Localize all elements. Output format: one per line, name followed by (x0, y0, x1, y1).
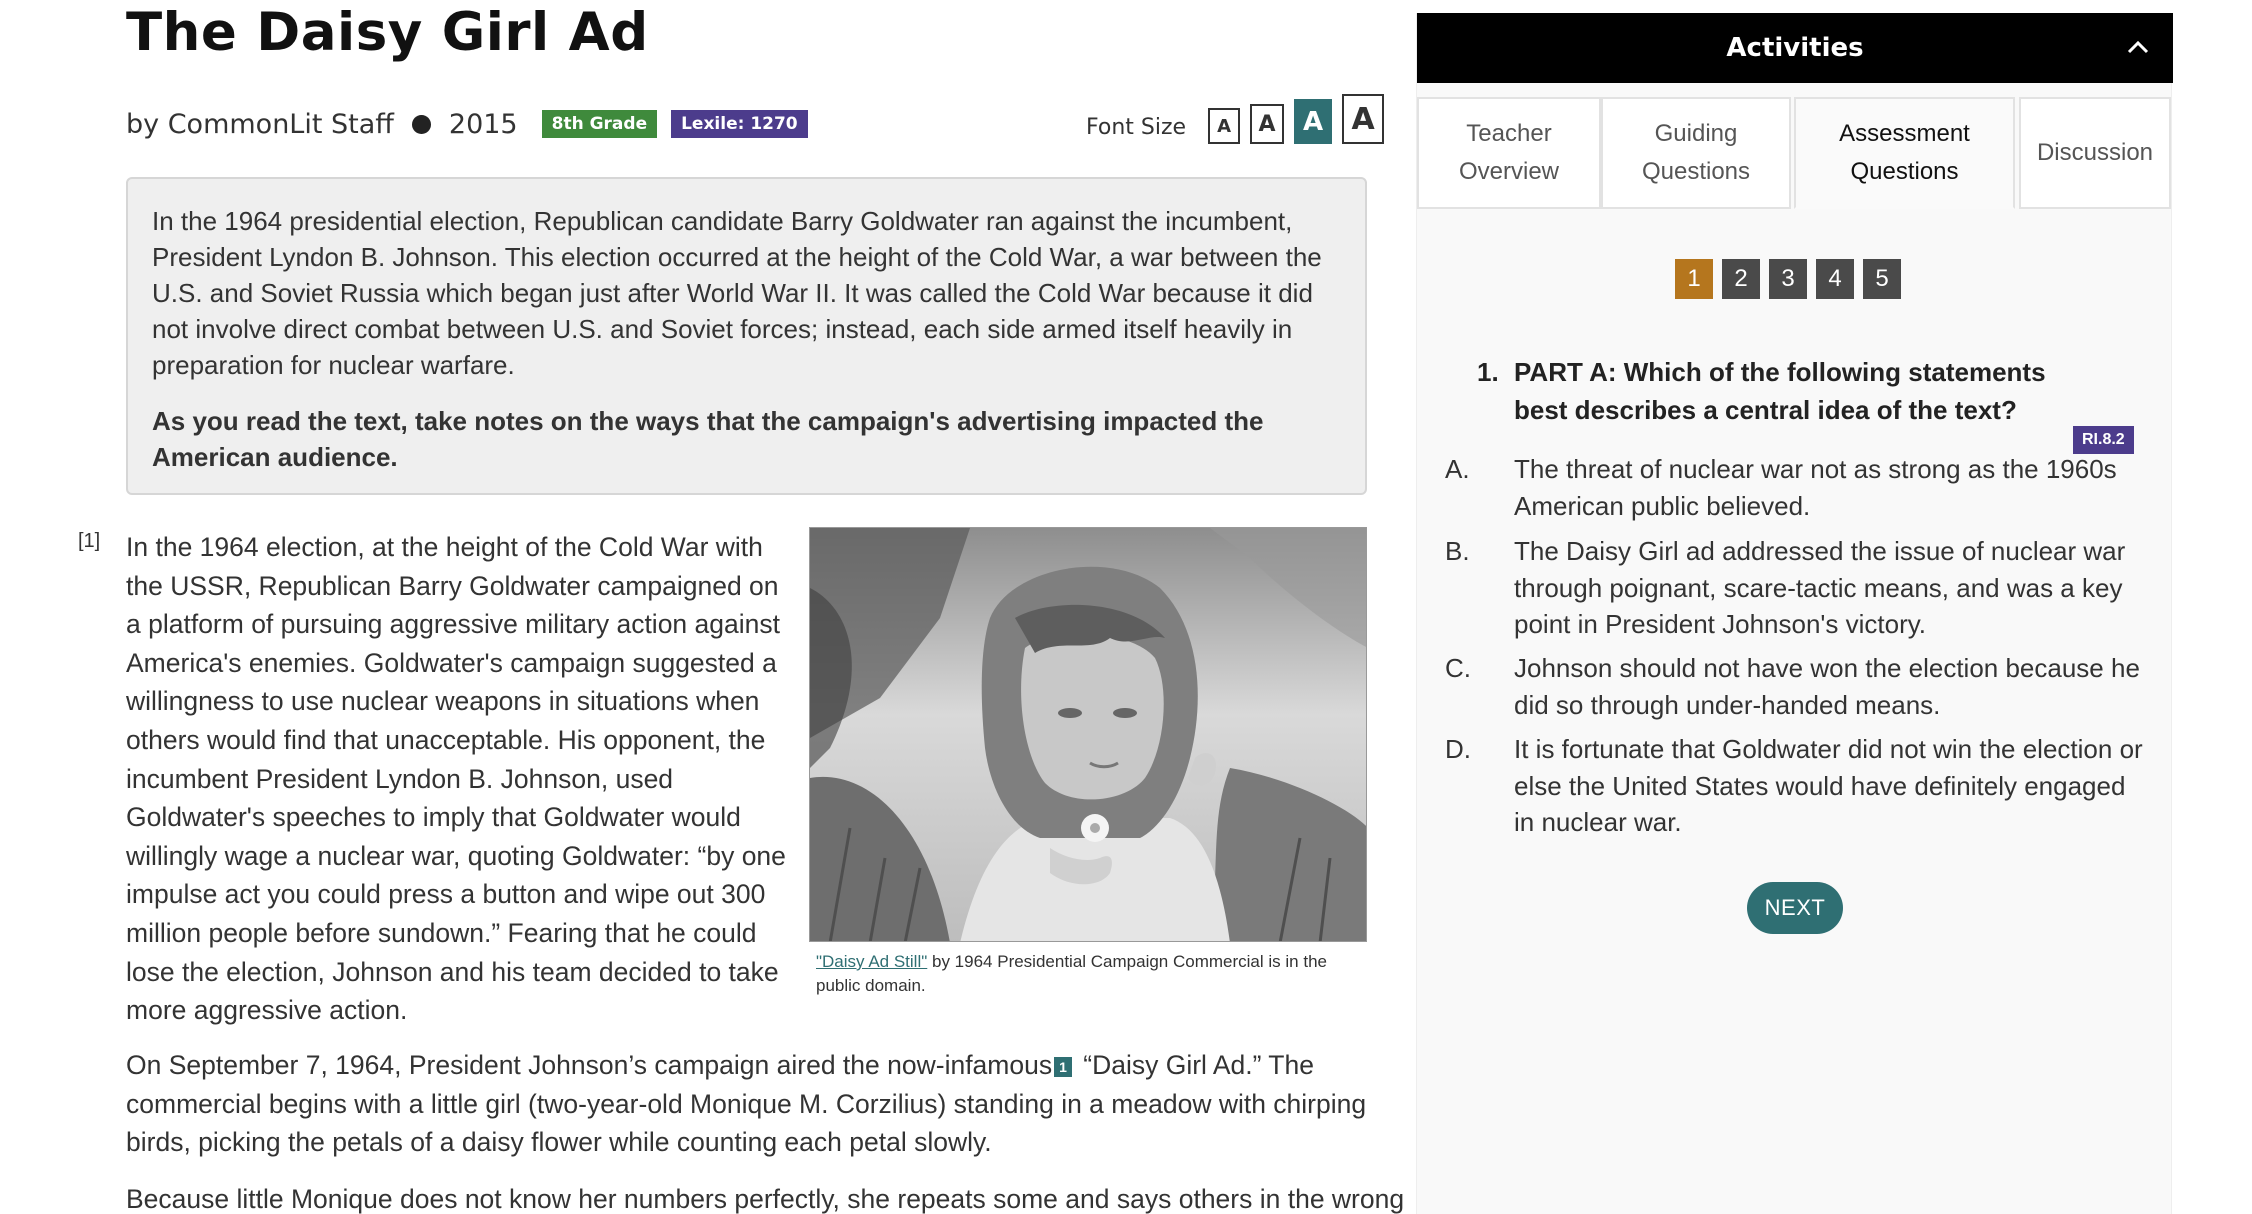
font-size-large-button[interactable]: A (1294, 99, 1332, 144)
tab-label-line1: Teacher (1466, 120, 1552, 147)
byline (126, 104, 808, 144)
choice-text: It is fortunate that Goldwater did not win the election or else the United States would have definitely engaged in nuclear war. (1514, 734, 2143, 837)
tab-label-line2: Questions (1850, 158, 1959, 185)
choice-text: Johnson should not have won the election because he did so through under-handed means. (1514, 653, 2140, 720)
tab-label-line1: Assessment (1839, 120, 1970, 147)
image-source-link[interactable]: "Daisy Ad Still" (816, 952, 928, 971)
question-navigation (1675, 259, 1910, 299)
choice-letter: A. (1445, 454, 1470, 484)
photo-illustration (810, 528, 1367, 942)
font-size-medium-button[interactable]: A (1250, 104, 1284, 144)
tab-label: Discussion (2036, 139, 2154, 166)
choice-letter: B. (1445, 536, 1470, 566)
paragraph-1: In the 1964 election, at the height of the Cold War with the USSR, Republican Barry Goldwater campaigned on a platform of pursuing aggressive military action against America's enemies. Goldwater's campaign suggested a willingness to use nuclear weapons in situations when others would find that unacceptable. His opponent, the incumbent President Lyndon B. Johnson, used Goldwater's speeches to imply that Goldwater would willingly wage a nuclear war, quoting Goldwater: “by one impulse act you could press a button and wipe out 300 million people before sundown.” Fearing that he could lose the election, Johnson and his team decided to take more aggressive action. (126, 532, 786, 1026)
paragraph-number: [1] (78, 530, 101, 552)
paragraph-2-end: “Daisy Girl Ad.” The commercial begins with a little girl (two-year-old Monique M. Corzilius) standing in a meadow with chirping birds, picking the petals of a daisy flower while counting each petal slowly. (126, 1050, 1367, 1158)
tab-label-line2: Overview (1458, 158, 1560, 185)
question-number: 1. (1477, 357, 1499, 387)
choice-text: The Daisy Girl ad addressed the issue of nuclear war through poignant, scare-tactic means, and was a key point in President Johnson's victory. (1514, 536, 2126, 639)
activities-header[interactable] (1417, 13, 2173, 83)
question-4-button[interactable]: 4 (1816, 259, 1854, 299)
activities-panel (1416, 13, 2172, 1214)
introduction-box (126, 177, 1367, 495)
image-caption (816, 950, 1364, 998)
font-size-small-button[interactable]: A (1208, 108, 1240, 144)
font-size-xlarge-button[interactable]: A (1342, 94, 1384, 144)
next-button[interactable]: NEXT (1747, 882, 1843, 934)
choice-letter: C. (1445, 653, 1471, 683)
question-3-button[interactable]: 3 (1769, 259, 1807, 299)
answer-choice-c[interactable] (1445, 650, 2155, 723)
paragraph-2-start: On September 7, 1964, President Johnson’s campaign aired the now-infamous (126, 1050, 1053, 1080)
tab-discussion[interactable] (2019, 97, 2171, 209)
font-size-label: Font Size (1086, 115, 1187, 140)
question-5-button[interactable]: 5 (1863, 259, 1901, 299)
standard-badge: RI.8.2 (2073, 426, 2134, 454)
font-size-control (1086, 94, 1384, 144)
answer-choice-d[interactable] (1445, 731, 2155, 841)
choice-text: The threat of nuclear war not as strong as the 1960s American public believed. (1514, 454, 2117, 521)
activity-tabs (1417, 83, 2173, 209)
tab-assessment-questions[interactable] (1794, 97, 2015, 209)
introduction-text: In the 1964 presidential election, Republican candidate Barry Goldwater ran against the incumbent, President Lyndon B. Johnson. This election occurred at the height of the Cold War, a war between the U.S. and Soviet Russia which began just after World War II. It was called the Cold War because it did not involve direct combat between U.S. and Soviet forces; instead, each side armed itself heavily in preparation for nuclear warfare. (152, 206, 1322, 380)
daisy-girl-photo (809, 527, 1367, 942)
image-caption-text: by 1964 Presidential Campaign Commercial is in the public domain. (816, 952, 1327, 995)
tab-label-line1: Guiding (1654, 120, 1738, 147)
tab-guiding-questions[interactable] (1601, 97, 1791, 209)
chevron-up-icon[interactable] (2125, 35, 2151, 61)
separator-dot (412, 115, 431, 134)
paragraph-2 (126, 1046, 1367, 1162)
lexile-badge: Lexile: 1270 (671, 110, 808, 139)
tab-teacher-overview[interactable] (1417, 97, 1601, 209)
publication-year: 2015 (448, 108, 518, 140)
question-text: PART A: Which of the following statements best describes a central idea of the text? (1514, 357, 2046, 425)
paragraph-3: Because little Monique does not know her numbers perfectly, she repeats some and says others in the wrong (126, 1184, 1405, 1214)
activities-title: Activities (1726, 33, 1864, 63)
choice-letter: D. (1445, 734, 1471, 764)
answer-choice-a[interactable] (1445, 451, 2155, 524)
question-prompt (1477, 353, 2097, 429)
grade-badge: 8th Grade (542, 110, 657, 139)
question-1-button[interactable]: 1 (1675, 259, 1713, 299)
author: by CommonLit Staff (126, 108, 394, 140)
reading-note: As you read the text, take notes on the ways that the campaign's advertising impacted the American audience. (152, 406, 1264, 472)
footnote-marker[interactable]: 1 (1054, 1057, 1072, 1077)
question-2-button[interactable]: 2 (1722, 259, 1760, 299)
answer-choice-b[interactable] (1445, 533, 2155, 643)
tab-label-line2: Questions (1641, 158, 1751, 185)
article-title: The Daisy Girl Ad (126, 2, 649, 63)
